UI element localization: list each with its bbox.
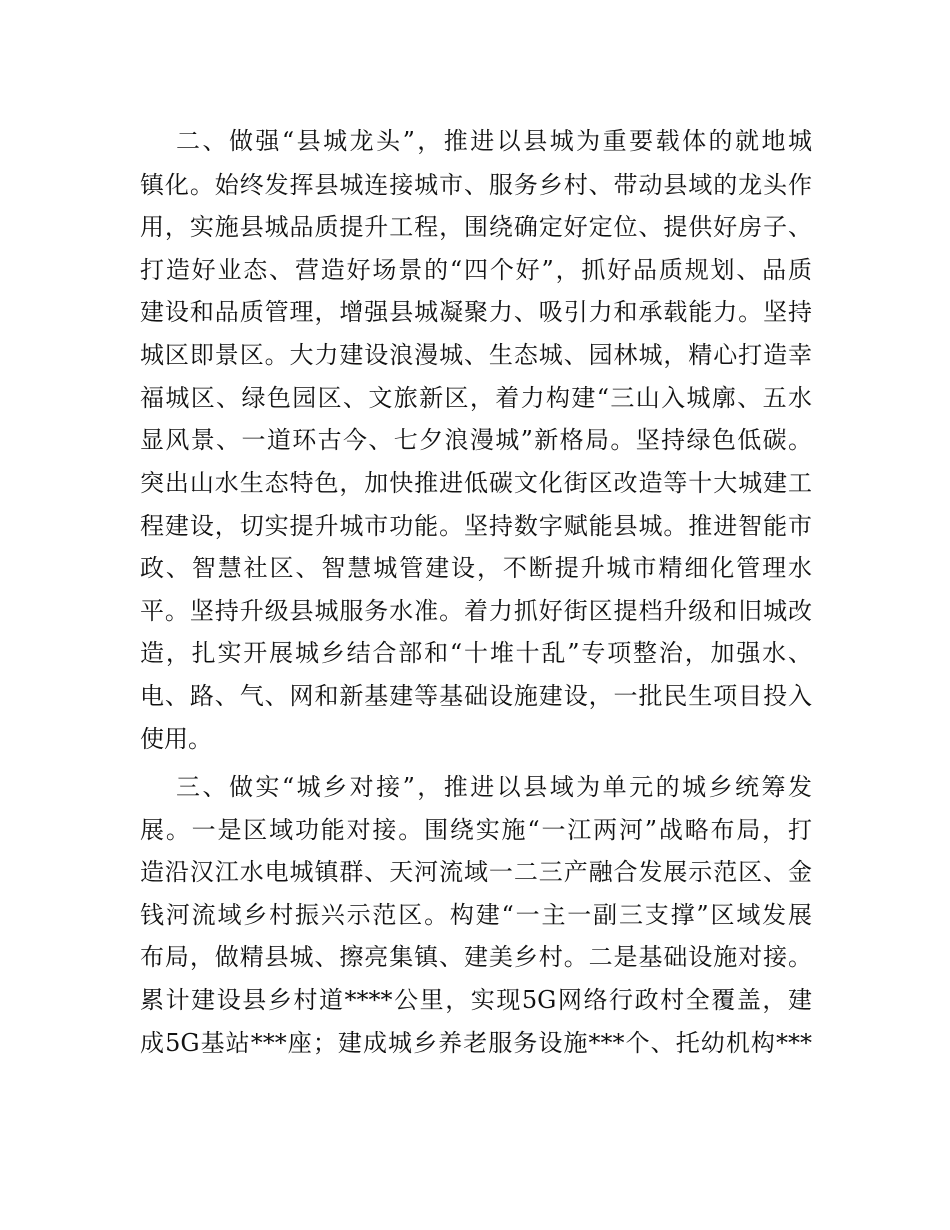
paragraph-2-line-13: 造，扎实开展城乡结合部和“十堆十乱”专项整治，加强水、 (140, 639, 812, 667)
paragraph-3-line-5: 布局，做精县城、擦亮集镇、建美乡村。二是基础设施对接。 (140, 943, 812, 971)
paragraph-2-line-9: 突出山水生态特色，加快推进低碳文化街区改造等十大城建工 (140, 469, 812, 497)
paragraph-2-line-8: 显风景、一道环古今、七夕浪漫城”新格局。坚持绿色低碳。 (140, 426, 812, 454)
paragraph-2-line-12: 平。坚持升级县城服务水准。着力抓好街区提档升级和旧城改 (140, 597, 812, 625)
paragraph-3-line-4: 钱河流域乡村振兴示范区。构建“一主一副三支撑”区域发展 (140, 901, 812, 929)
paragraph-3-line-3: 造沿汉江水电城镇群、天河流域一二三产融合发展示范区、金 (140, 858, 812, 886)
paragraph-2-line-7: 福城区、绿色园区、文旅新区，着力构建“三山入城廓、五水 (140, 384, 812, 412)
paragraph-3-line-7: 成5G基站***座；建成城乡养老服务设施***个、托幼机构*** (140, 1029, 812, 1057)
paragraph-2-line-11: 政、智慧社区、智慧城管建设，不断提升城市精细化管理水 (140, 554, 812, 582)
paragraph-3-line-1: 三、做实“城乡对接”，推进以县域为单元的城乡统筹发 (176, 773, 812, 801)
paragraph-3-line-2: 展。一是区域功能对接。围绕实施“一江两河”战略布局，打 (140, 816, 812, 844)
paragraph-2-line-1: 二、做强“县城龙头”，推进以县城为重要载体的就地城 (176, 127, 812, 155)
paragraph-2-line-6: 城区即景区。大力建设浪漫城、生态城、园林城，精心打造幸 (140, 341, 812, 369)
paragraph-2-line-15: 使用。 (140, 725, 212, 753)
paragraph-2-line-4: 打造好业态、营造好场景的“四个好”，抓好品质规划、品质 (140, 256, 812, 284)
paragraph-2-line-3: 用，实施县城品质提升工程，围绕确定好定位、提供好房子、 (140, 213, 812, 241)
paragraph-2-line-10: 程建设，切实提升城市功能。坚持数字赋能县城。推进智能市 (140, 512, 812, 540)
paragraph-2-line-14: 电、路、气、网和新基建等基础设施建设，一批民生项目投入 (140, 682, 812, 710)
paragraph-2-line-5: 建设和品质管理，增强县城凝聚力、吸引力和承载能力。坚持 (140, 298, 812, 326)
paragraph-3-line-6: 累计建设县乡村道****公里，实现5G网络行政村全覆盖，建 (140, 986, 812, 1014)
paragraph-2-line-2: 镇化。始终发挥县城连接城市、服务乡村、带动县域的龙头作 (140, 171, 812, 199)
